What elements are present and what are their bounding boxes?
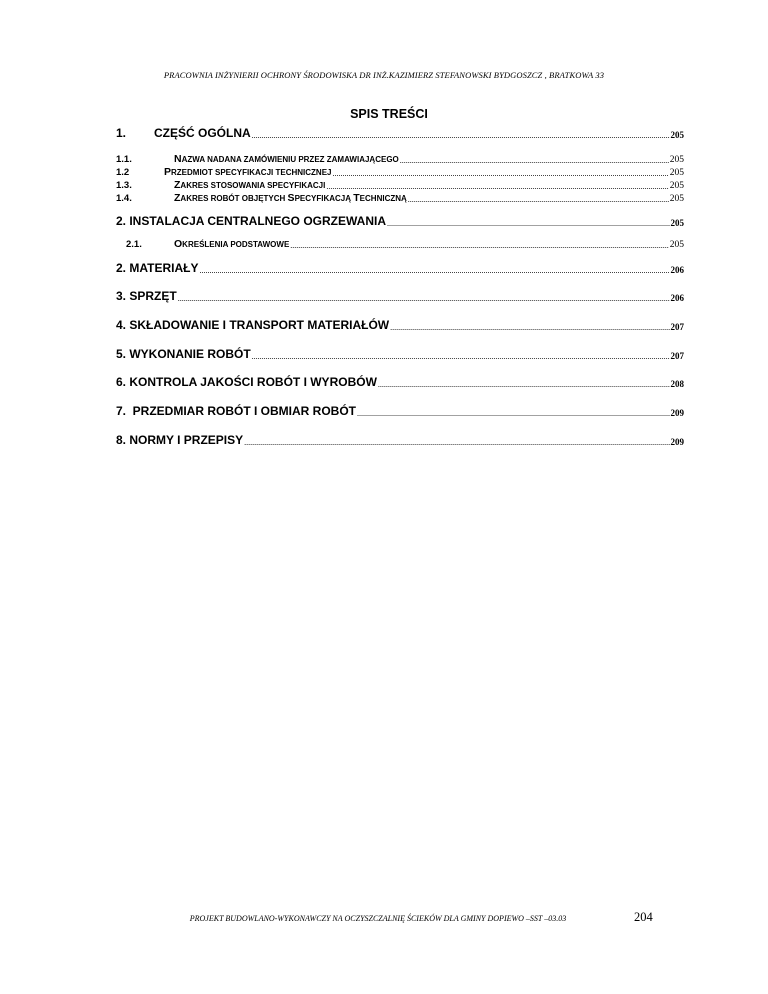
toc-entry-page: 205 xyxy=(670,130,684,140)
toc-leader-dots xyxy=(252,132,670,140)
toc-entry-wykonanie[interactable] xyxy=(116,347,684,361)
toc-entry-label: CZĘŚĆ OGÓLNA xyxy=(154,126,251,140)
toc-entry-label: 2. MATERIAŁY xyxy=(116,261,199,275)
toc-entry-label: 3. SPRZĘT xyxy=(116,289,177,303)
toc-entry-page: 207 xyxy=(670,351,684,361)
toc-entry-label: 2. INSTALACJA CENTRALNEGO OGRZEWANIA xyxy=(116,214,387,228)
toc-entry-label: 4. SKŁADOWANIE I TRANSPORT MATERIAŁÓW xyxy=(116,318,390,332)
running-footer: PROJEKT BUDOWLANO-WYKONAWCZY NA OCZYSZCZALNIĘ ŚCIEKÓW DLA GMINY DOPIEWO –SST –03.03 xyxy=(189,914,567,923)
toc-entry-materialy[interactable] xyxy=(116,261,684,275)
toc-leader-dots xyxy=(387,220,669,228)
toc-entry-label: PRZEDMIOT SPECYFIKACJI TECHNICZNEJ xyxy=(164,166,332,178)
toc-entry-page: 205 xyxy=(669,168,684,178)
toc-entry-page: 209 xyxy=(670,437,684,447)
toc-entry-1[interactable] xyxy=(116,126,684,140)
toc-entry-1-4[interactable] xyxy=(116,190,684,204)
toc-entry-page: 208 xyxy=(670,379,684,389)
toc-entry-label: ZAKRES STOSOWANIA SPECYFIKACJI xyxy=(174,179,326,191)
toc-entry-label: 5. WYKONANIE ROBÓT xyxy=(116,347,251,361)
toc-entry-1-1[interactable] xyxy=(116,151,684,165)
running-header: PRACOWNIA INŻYNIERII OCHRONY ŚRODOWISKA DR INŻ.KAZIMIERZ STEFANOWSKI BYDGOSZCZ , BRATKOWA 33 xyxy=(163,70,605,80)
toc-leader-dots xyxy=(252,353,670,361)
toc-entry-page: 206 xyxy=(670,265,684,275)
toc-leader-dots xyxy=(290,242,668,250)
toc-entry-1-2[interactable] xyxy=(116,164,684,178)
toc-entry-page: 207 xyxy=(670,322,684,332)
toc-entry-label: 6. KONTROLA JAKOŚCI ROBÓT I WYROBÓW xyxy=(116,375,377,389)
toc-entry-page: 205 xyxy=(670,218,684,228)
toc-entry-number: 1.4. xyxy=(116,193,132,204)
toc-entry-label: 7. PRZEDMIAR ROBÓT I OBMIAR ROBÓT xyxy=(116,404,356,418)
toc-entry-page: 205 xyxy=(669,155,684,165)
toc-leader-dots xyxy=(178,295,670,303)
toc-entry-page: 205 xyxy=(669,181,684,191)
toc-entry-page: 209 xyxy=(670,408,684,418)
toc-entry-normy[interactable] xyxy=(116,433,684,447)
toc-title: SPIS TREŚCI xyxy=(350,107,428,121)
toc-leader-dots xyxy=(244,439,669,447)
toc-entry-label: NAZWA NADANA ZAMÓWIENIU PRZEZ ZAMAWIAJĄCEGO xyxy=(174,153,399,165)
toc-leader-dots xyxy=(378,381,670,389)
toc-entry-sprzet[interactable] xyxy=(116,289,684,303)
toc-entry-label: 8. NORMY I PRZEPISY xyxy=(116,433,244,447)
toc-leader-dots xyxy=(199,267,669,275)
toc-leader-dots xyxy=(408,196,669,204)
toc-leader-dots xyxy=(390,324,669,332)
toc-entry-number: 1.1. xyxy=(116,154,132,165)
toc-entry-skladowanie[interactable] xyxy=(116,318,684,332)
toc-entry-number: 1.3. xyxy=(116,180,132,191)
toc-leader-dots xyxy=(357,410,670,418)
toc-entry-page: 205 xyxy=(669,240,684,250)
page-number: 204 xyxy=(634,910,653,924)
toc-entry-number: 1. xyxy=(116,126,127,140)
toc-entry-2[interactable] xyxy=(116,214,684,228)
toc-entry-page: 205 xyxy=(669,194,684,204)
toc-entry-2-1[interactable] xyxy=(116,236,684,250)
toc-entry-label: ZAKRES ROBÓT OBJĘTYCH SPECYFIKACJĄ TECHNICZNĄ xyxy=(174,192,407,204)
toc-entry-label: OKREŚLENIA PODSTAWOWE xyxy=(174,238,290,250)
toc-entry-kontrola[interactable] xyxy=(116,375,684,389)
toc-entry-number: 1.2 xyxy=(116,167,130,178)
toc-entry-1-3[interactable] xyxy=(116,177,684,191)
toc-entry-przedmiar[interactable] xyxy=(116,404,684,418)
toc-entry-number: 2.1. xyxy=(126,239,142,250)
toc-entry-page: 206 xyxy=(670,293,684,303)
